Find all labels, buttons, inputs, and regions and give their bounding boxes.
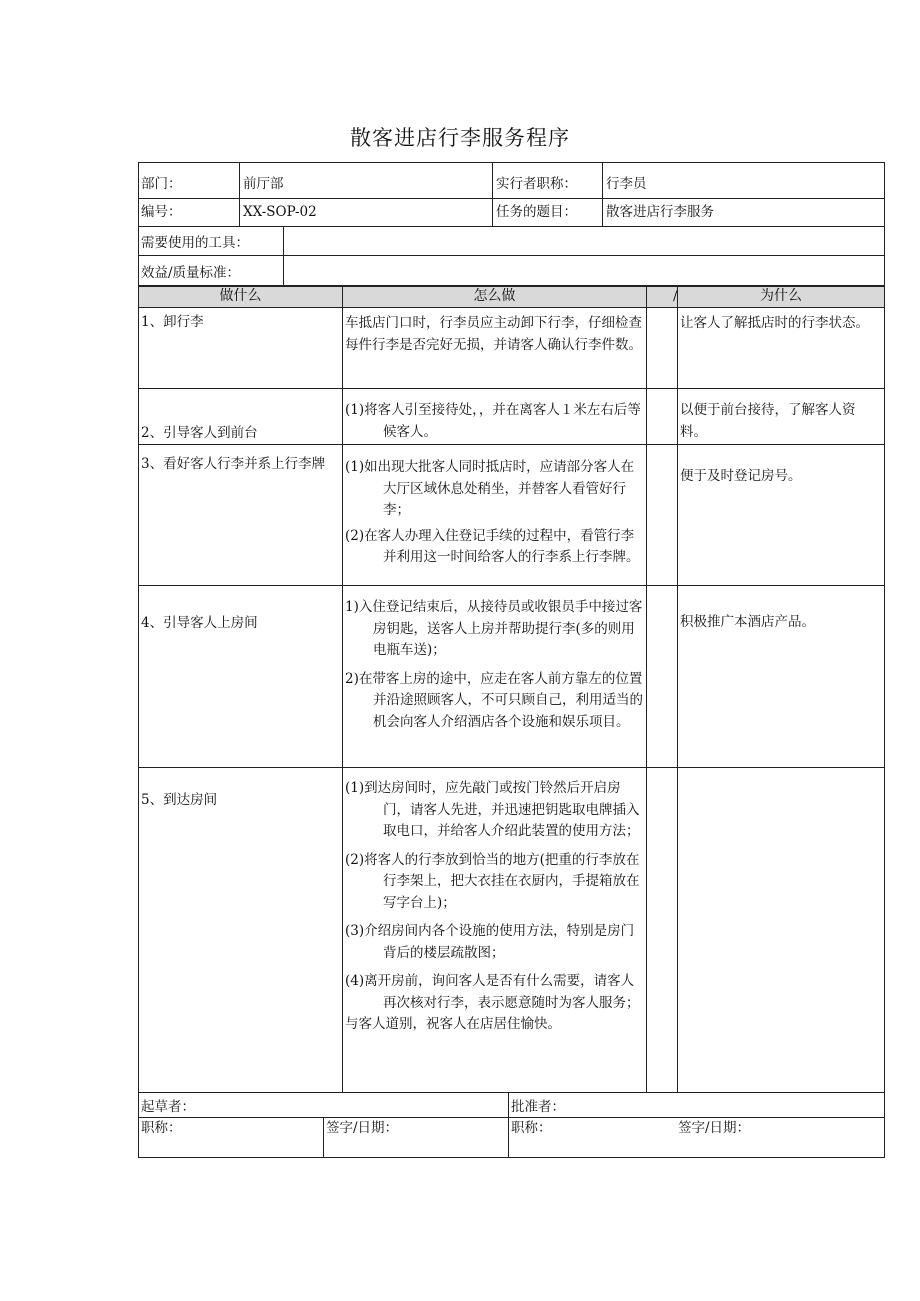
task-label: 任务的题目： <box>496 204 577 220</box>
col-divider-slash: / <box>673 289 678 304</box>
step-5-how: (1)到达房间时，应先敲门或按门铃然后开启房门，请客人先进，并迅速把钥匙取电牌插入取电口，并给客人介绍此装置的使用方法； (2)将客人的行李放到恰当的地方(把重的行李放在行李架上，把大衣挂在衣厨内，手提箱放在写字台上)； (3)介绍房间内各个设施的使用方法，特别是房门背后的楼层疏散图； (4)离开房前，询问客人是否有什么需要，请客人再次核对行李，表示愿意随时为客人服务； 与客人道别，祝客人在店居住愉快。 <box>345 780 640 1032</box>
dept-label: 部门： <box>141 176 182 192</box>
step-1-how: 车抵店门口时，行李员应主动卸下行李，仔细检查每件行李是否完好无损，并请客人确认行李件数。 <box>345 315 642 353</box>
col-why-header: 为什么 <box>760 288 802 304</box>
drafter-sign-date-label: 签字/日期： <box>326 1120 399 1136</box>
task-value: 散客进店行李服务 <box>606 204 714 220</box>
step-4-why: 积极推广本酒店产品。 <box>680 614 815 630</box>
role-label: 实行者职称： <box>496 176 577 192</box>
step-3-why: 便于及时登记房号。 <box>680 468 802 484</box>
col-what-header: 做什么 <box>219 288 262 304</box>
document-title: 散客进店行李服务程序 <box>350 126 570 150</box>
step-2-how: (1)将客人引至接待处，，并在离客人１米左右后等候客人。 <box>345 402 641 440</box>
step-1-why: 让客人了解抵店时的行李状态。 <box>680 315 869 331</box>
quality-label: 效益/质量标准： <box>141 265 241 281</box>
code-label: 编号： <box>141 204 182 220</box>
col-how-header: 怎么做 <box>473 288 516 304</box>
approver-sign-date-label: 签字/日期： <box>678 1120 751 1136</box>
drafter-title-label: 职称： <box>141 1120 182 1136</box>
step-2-why: 以便于前台接待，了解客人资料。 <box>680 402 856 440</box>
code-value: XX-SOP-02 <box>243 204 317 220</box>
role-value: 行李员 <box>606 176 647 192</box>
step-4-what: 4、引导客人上房间 <box>141 615 258 631</box>
step-5-what: 5、到达房间 <box>141 792 218 808</box>
step-1-what: 1、卸行李 <box>141 314 204 330</box>
approver-title-label: 职称： <box>511 1120 552 1136</box>
step-3-what: 3、看好客人行李并系上行李牌 <box>141 456 326 472</box>
tools-label: 需要使用的工具： <box>141 235 249 251</box>
dept-value: 前厅部 <box>243 176 284 192</box>
step-2-what: 2、引导客人到前台 <box>141 425 258 441</box>
step-4-how: 1)入住登记结束后，从接待员或收银员手中接过客房钥匙，送客人上房并帮助提行李(多的则用电瓶车送)； 2)在带客上房的途中，应走在客人前方靠左的位置并沿途照顾客人，不可只顾自己，利用适当的机会向客人介绍酒店各个设施和娱乐项目。 <box>345 599 643 730</box>
step-3-how: (1)如出现大批客人同时抵店时，应请部分客人在大厅区域休息处稍坐，并替客人看管好行李； (2)在客人办理入住登记手续的过程中，看管行李并利用这一时间给客人的行李系上行李牌。 <box>345 459 640 565</box>
drafter-label: 起草者： <box>141 1099 195 1115</box>
approver-label: 批准者： <box>511 1099 565 1115</box>
